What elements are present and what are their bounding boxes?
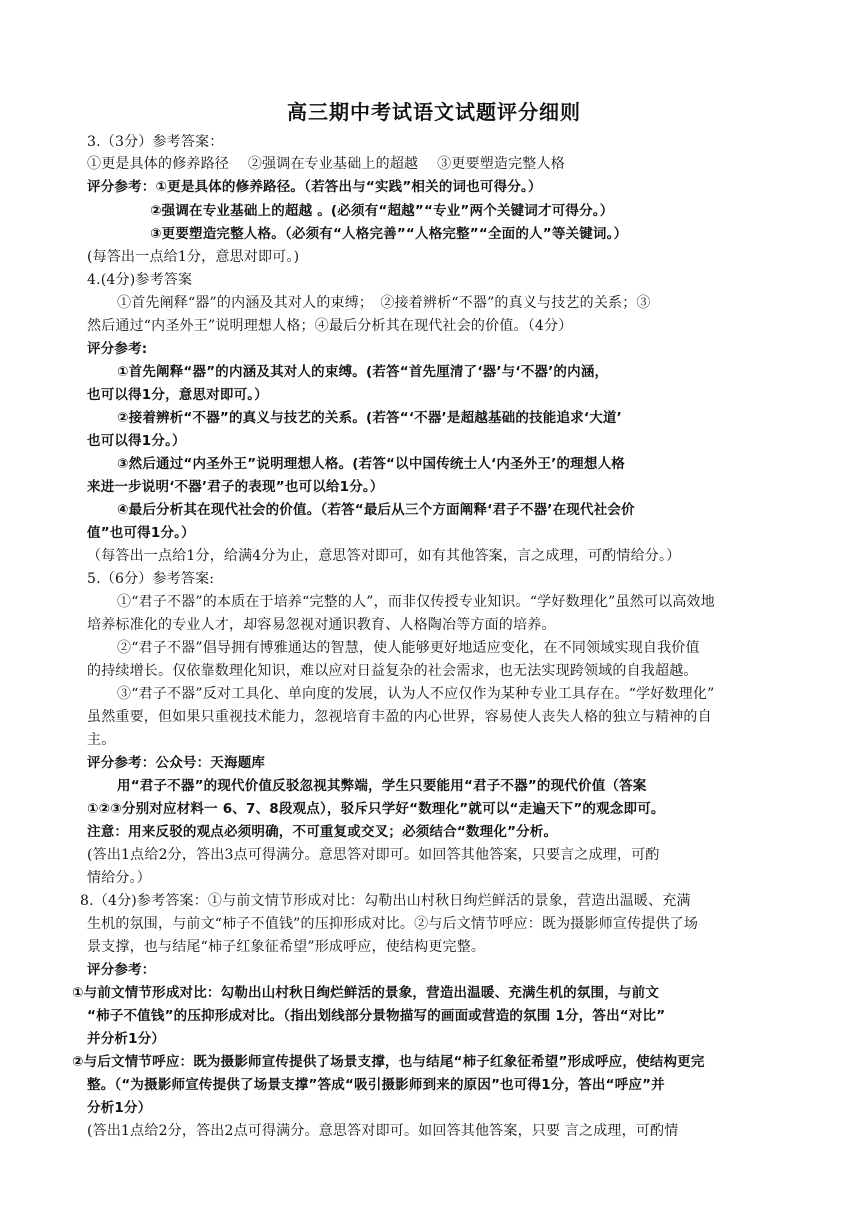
text-line: ③“君子不器”反对工具化、单向度的发展，认为人不应仅作为某种专业工具存在。“学好数理化” [117,686,715,702]
text-line: 整。（“为摄影师宣传提供了场景支撑”答成“吸引摄影师到来的原因”也可得1分，答出“呼应”并 [87,1077,665,1093]
text-line: (答出1点给2分，答出3点可得满分。意思答对即可。如回答其他答案，只要言之成理，可酌 [87,847,660,863]
text-line: 值”也可得1分。） [87,525,195,541]
text-line: 评分参考：公众号：天海题库 [87,755,266,771]
text-line: ①首先阐释“器”的内涵及其对人的束缚； ②接着辨析“不器”的真义与技艺的关系；③ [117,295,651,311]
text-line: 景支撑，也与结尾“柿子红象征希望”形成呼应，使结构更完整。 [87,939,486,955]
text-line: “柿子不值钱”的压抑形成对比。（指出划线部分景物描写的画面或营造的氛围 1分，答出“对比” [87,1008,666,1024]
text-line: ①更是具体的修养路径 ②强调在专业基础上的超越 ③更要塑造完整人格 [87,156,565,172]
text-line: 虽然重要，但如果只重视技术能力，忽视培育丰盈的内心世界，容易使人丧失人格的独立与精神的自 [87,709,712,725]
text-line: ④最后分析其在现代社会的价值。（若答“最后从三个方面阐释‘君子不器’在现代社会价 [117,502,635,518]
text-line: 主。 [87,732,116,748]
text-line: (每答出一点给1分，意思对即可。) [87,249,300,265]
text-line: ①②③分别对应材料一 6、7、8段观点），驳斥只学好“数理化”就可以“走遍天下”的观念即可。 [87,801,665,817]
text-line: ①首先阐释“器”的内涵及其对人的束缚。(若答“首先厘清了‘器’与‘不器’的内涵， [117,364,609,380]
text-line: 来进一步说明‘不器’君子的表现”也可以给1分。） [87,479,384,495]
text-line: ③然后通过“内圣外王”说明理想人格。(若答“以中国传统士人‘内圣外王’的理想人格 [117,456,625,472]
text-line: 4.(4分)参考答案 [87,272,193,288]
text-line: 并分析1分） [87,1031,166,1047]
text-line: 3.（3分）参考答案： [87,134,224,150]
text-line: ②与后文情节呼应：既为摄影师宣传提供了场景支撑，也与结尾“柿子红象征希望”形成呼应，使结构更完 [72,1054,705,1070]
text-line: ②强调在专业基础上的超越 。(必须有“超越”“专业”两个关键词才可得分。） [150,203,614,219]
text-line: 生机的氛围，与前文“柿子不值钱”的压抑形成对比。②与后文情节呼应：既为摄影师宣传提供了场 [87,916,699,932]
text-line: 也可以得1分。） [87,433,186,449]
text-line: 然后通过“内圣外王”说明理想人格；④最后分析其在现代社会的价值。（4分） [87,318,573,334]
text-line: 注意：用来反驳的观点必须明确，不可重复或交叉；必须结合“数理化”分析。 [87,824,558,840]
text-line: ③更要塑造完整人格。（必须有“人格完善”“人格完整”“全面的人”等关键词。） [150,226,628,242]
text-line: 评分参考：①更是具体的修养路径。（若答出与“实践”相关的词也可得分。） [87,179,542,195]
text-line: ②接着辨析“不器”的真义与技艺的关系。(若答“‘不器’是超越基础的技能追求‘大道’ [117,410,622,426]
page-title: 高三期中考试语文试题评分细则 [287,100,581,124]
text-line: ①与前文情节形成对比：勾勒出山村秋日绚烂鲜活的景象，营造出温暖、充满生机的氛围，与前文 [72,985,660,1001]
text-line: 培养标准化的专业人才，却容易忽视对通识教育、人格陶冶等方面的培养。 [87,617,556,633]
text-line: 情给分。） [87,870,151,886]
text-line: ②“君子不器”倡导拥有博雅通达的智慧，使人能够更好地适应变化，在不同领域实现自我价值 [117,640,700,656]
text-line: 的持续增长。仅依靠数理化知识，难以应对日益复杂的社会需求，也无法实现跨领域的自我超越。 [87,663,698,679]
text-line: (答出1点给2分，答出2点可得满分。意思答对即可。如回答其他答案，只要 言之成理，可酌情 [87,1123,679,1139]
text-line: 用“君子不器”的现代价值反驳忽视其弊端，学生只要能用“君子不器”的现代价值（答案 [117,778,647,794]
text-line: 评分参考: [87,341,148,357]
text-line: 也可以得1分，意思对即可。） [87,387,268,403]
text-line: 评分参考： [87,962,156,978]
text-line: ①“君子不器”的本质在于培养“完整的人”，而非仅传授专业知识。“学好数理化”虽然可以高效地 [117,594,715,610]
text-line: 5.（6分）参考答案: [87,571,215,587]
text-line: 8.（4分)参考答案：①与前文情节形成对比：勾勒出山村秋日绚烂鲜活的景象，营造出温暖、充满 [80,893,691,909]
text-line: 分析1分） [87,1100,152,1116]
text-line: （每答出一点给1分，给满4分为止，意思答对即可，如有其他答案，言之成理，可酌情给分。） [87,548,681,564]
